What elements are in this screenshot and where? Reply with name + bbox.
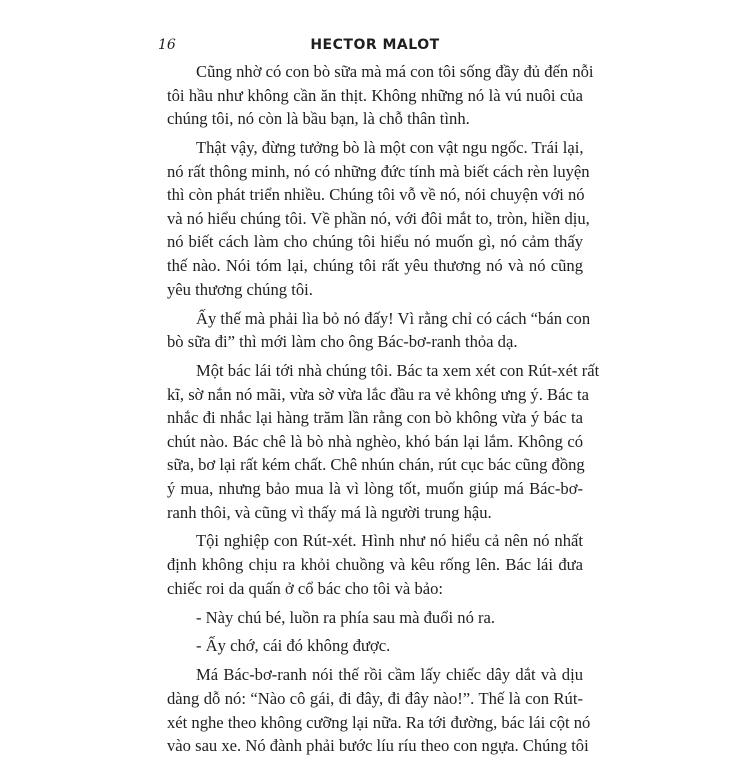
text-line: vào sau xe. Nó đành phải bước líu ríu theo con ngựa. Chúng tôi: [167, 736, 589, 756]
text-line: nó biết cách làm cho chúng tôi hiểu nó muốn gì, nó cảm thấy: [167, 232, 583, 252]
text-line: Tội nghiệp con Rút-xét. Hình như nó hiểu cả nên nó nhất: [196, 531, 583, 551]
text-line: định không chịu ra khỏi chuồng và kêu rống lên. Bác lái đưa: [167, 555, 583, 575]
paragraph: [167, 606, 583, 630]
paragraph: [167, 529, 583, 600]
running-title: HECTOR MALOT: [310, 37, 440, 53]
text-line: nhắc đi nhắc lại hàng trăm lần rằng con bò không vừa ý bác ta: [167, 408, 583, 428]
paragraph: [167, 359, 600, 524]
text-line: Cũng nhờ có con bò sữa mà má con tôi sống đầy đủ đến nỗi: [196, 62, 594, 81]
text-line: chúng tôi, nó còn là bầu bạn, là chỗ thân tình.: [167, 109, 470, 129]
paragraph: [167, 307, 591, 354]
text-line: ranh thôi, và cũng vì thấy má là người trung hậu.: [167, 502, 492, 522]
text-line: dàng dỗ nó: “Nào cô gái, đi đây, đi đây nào!”. Thế là con Rút-: [167, 688, 583, 708]
text-line: chiếc roi da quấn ở cổ bác cho tôi và bảo:: [167, 578, 444, 598]
text-line: xét nghe theo không cưỡng lại nữa. Ra tới đường, bác lái cột nó: [167, 712, 591, 732]
text-line: - Này chú bé, luồn ra phía sau mà đuổi nó ra.: [196, 607, 496, 627]
text-line: Một bác lái tới nhà chúng tôi. Bác ta xem xét con Rút-xét rất: [196, 361, 600, 381]
text-line: yêu thương chúng tôi.: [167, 279, 313, 299]
text-line: nó rất thông minh, nó có những đức tính mà biết cách rèn luyện: [167, 161, 590, 181]
text-line: kĩ, sờ nắn nó mãi, vừa sờ vừa lắc đầu ra vẻ không ưng ý. Bác ta: [167, 384, 589, 404]
text-line: tôi hầu như không cần ăn thịt. Không những nó là vú nuôi của: [167, 85, 583, 105]
text-line: Thật vậy, đừng tưởng bò là một con vật ngu ngốc. Trái lại,: [196, 138, 584, 158]
text-line: - Ấy chớ, cái đó không được.: [196, 636, 391, 656]
paragraph: [167, 60, 594, 131]
text-line: và nó hiểu chúng tôi. Về phần nó, với đôi mắt to, tròn, hiền dịu,: [167, 208, 590, 228]
text-line: chút nào. Bác chê là bò nhà nghèo, khó bán lại lắm. Không có: [167, 431, 583, 451]
text-line: thì còn phát triển nhiều. Chúng tôi vỗ về nó, nói chuyện với nó: [167, 185, 585, 205]
paragraph: [167, 634, 583, 658]
paragraph: [167, 663, 591, 757]
text-line: thế nào. Nói tóm lại, chúng tôi rất yêu thương nó và nó cũng: [167, 256, 583, 276]
page-body-text: [167, 60, 600, 763]
text-line: Ấy thế mà phải lìa bỏ nó đấy! Vì rằng chỉ có cách “bán con: [196, 308, 591, 328]
text-line: bò sữa đi” thì mới làm cho ông Bác-bơ-ranh thỏa dạ.: [167, 332, 518, 352]
text-line: Má Bác-bơ-ranh nói thế rồi cầm lấy chiếc dây dắt và dịu: [196, 665, 583, 685]
text-line: ý mua, nhưng bảo mua là vì lòng tốt, muốn giúp má Bác-bơ-: [167, 478, 583, 498]
page-number: 16: [158, 37, 176, 53]
text-line: sữa, bơ lại rất kém chất. Chê nhún chán, rút cục bác cũng đồng: [167, 455, 585, 475]
paragraph: [167, 136, 590, 301]
